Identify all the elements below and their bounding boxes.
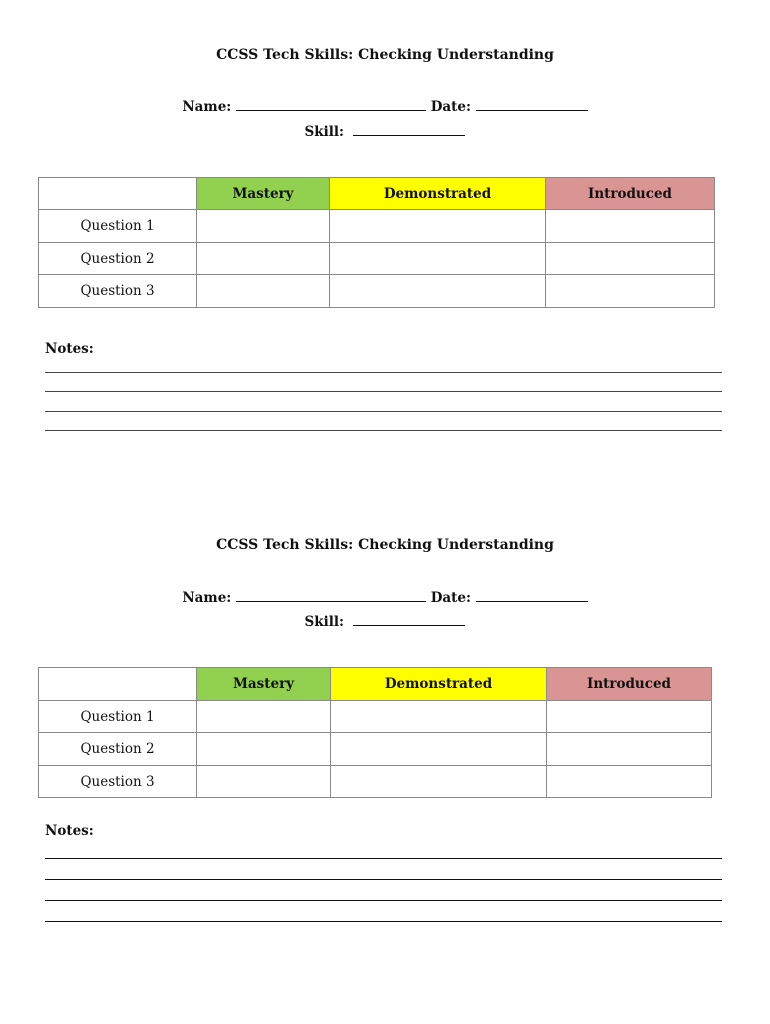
notes-label: Notes: bbox=[45, 823, 94, 839]
date-label: Date: bbox=[430, 590, 471, 606]
notes-line[interactable] bbox=[45, 858, 722, 859]
col-demonstrated: Demonstrated bbox=[331, 668, 547, 701]
form-title: CCSS Tech Skills: Checking Understanding bbox=[216, 537, 554, 553]
introduced-cell[interactable] bbox=[547, 701, 712, 733]
skill-label: Skill: bbox=[304, 124, 345, 140]
mastery-cell[interactable] bbox=[197, 733, 331, 766]
row-label: Question 2 bbox=[39, 243, 197, 275]
skill-field[interactable] bbox=[353, 611, 465, 626]
notes-label: Notes: bbox=[45, 341, 94, 357]
notes-line[interactable] bbox=[45, 900, 722, 901]
name-field[interactable] bbox=[236, 587, 426, 602]
row-label: Question 1 bbox=[39, 701, 197, 733]
table-row bbox=[39, 701, 712, 733]
name-label: Name: bbox=[182, 99, 232, 115]
row-label: Question 3 bbox=[39, 766, 197, 798]
col-mastery: Mastery bbox=[197, 178, 330, 210]
demonstrated-cell[interactable] bbox=[331, 733, 547, 766]
skill-line bbox=[0, 611, 770, 630]
name-date-line bbox=[0, 587, 770, 606]
demonstrated-cell[interactable] bbox=[331, 701, 547, 733]
notes-line[interactable] bbox=[45, 879, 722, 880]
introduced-cell[interactable] bbox=[547, 733, 712, 766]
row-label: Question 3 bbox=[39, 275, 197, 308]
table-row bbox=[39, 733, 712, 766]
date-label: Date: bbox=[430, 99, 471, 115]
date-field[interactable] bbox=[476, 587, 588, 602]
col-demonstrated: Demonstrated bbox=[330, 178, 546, 210]
row-label: Question 2 bbox=[39, 733, 197, 766]
row-label: Question 1 bbox=[39, 210, 197, 243]
introduced-cell[interactable] bbox=[547, 766, 712, 798]
corner-cell bbox=[39, 668, 197, 701]
col-introduced: Introduced bbox=[546, 178, 715, 210]
notes-line[interactable] bbox=[45, 921, 722, 922]
demonstrated-cell[interactable] bbox=[331, 766, 547, 798]
form-title: CCSS Tech Skills: Checking Understanding bbox=[216, 47, 554, 63]
assessment-table bbox=[38, 667, 712, 798]
skill-label: Skill: bbox=[304, 614, 345, 630]
col-mastery: Mastery bbox=[197, 668, 331, 701]
name-label: Name: bbox=[182, 590, 232, 606]
mastery-cell[interactable] bbox=[197, 766, 331, 798]
table-header-row bbox=[39, 668, 712, 701]
table-row bbox=[39, 766, 712, 798]
col-introduced: Introduced bbox=[547, 668, 712, 701]
mastery-cell[interactable] bbox=[197, 701, 331, 733]
